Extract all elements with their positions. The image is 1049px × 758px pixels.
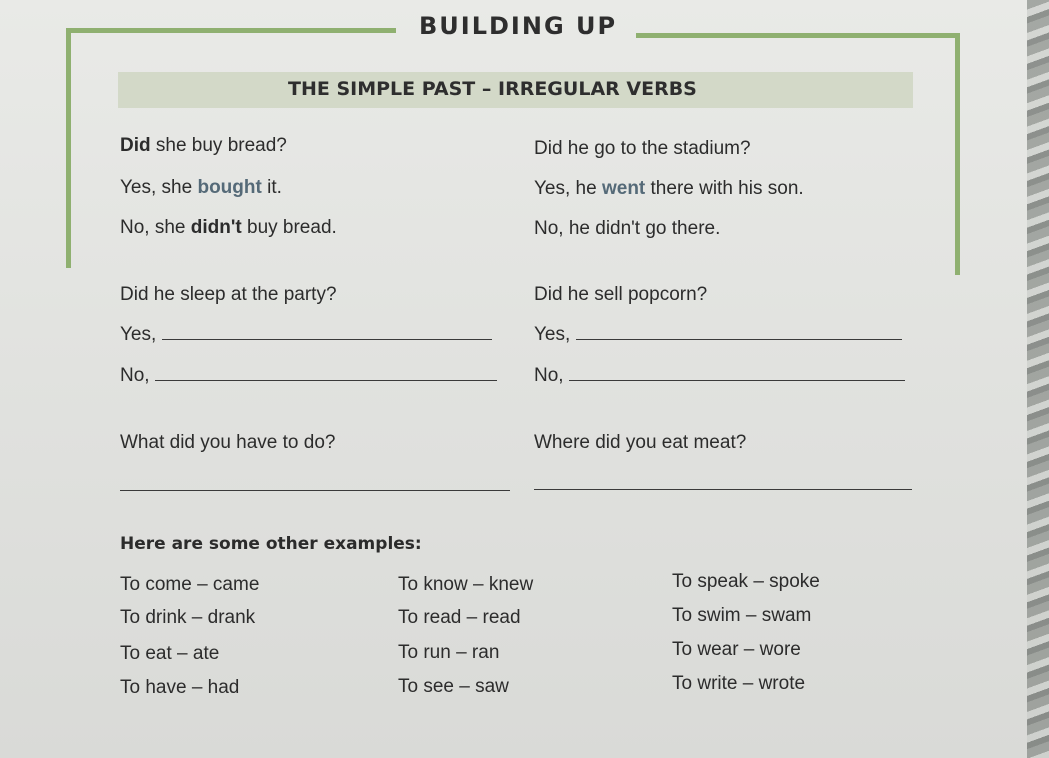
answer-text: No, she (120, 217, 191, 238)
exercise-yes-row-right (534, 324, 902, 346)
answer-text: Yes, she (120, 177, 198, 198)
example-left-no (120, 217, 337, 239)
example-right-no: No, he didn't go there. (534, 218, 721, 239)
exercise-question-4: Where did you eat meat? (534, 432, 747, 453)
highlight-went: went (601, 178, 646, 199)
exercise-question-2: Did he sell popcorn? (534, 284, 708, 305)
question-text: she buy bread? (150, 135, 287, 156)
answer-blank[interactable] (162, 325, 492, 340)
verb-pair: To run – ran (398, 642, 500, 663)
subheading: THE SIMPLE PAST – IRREGULAR VERBS (288, 78, 697, 100)
answer-blank-q3[interactable] (120, 476, 510, 491)
yes-label: Yes, (534, 324, 571, 345)
frame-left-rule (66, 28, 71, 268)
section-heading: BUILDING UP (419, 12, 618, 40)
frame-right-rule (955, 33, 960, 275)
frame-top-right-rule (636, 33, 960, 38)
answer-text-end: it. (261, 177, 282, 198)
example-left-yes (120, 177, 282, 199)
no-label: No, (120, 365, 150, 386)
answer-blank[interactable] (569, 366, 905, 381)
exercise-yes-row-left (120, 324, 492, 346)
exercise-no-row-right (534, 365, 905, 387)
verb-pair: To eat – ate (120, 643, 220, 664)
verb-pair: To write – wrote (672, 673, 806, 694)
answer-text-end: buy bread. (241, 217, 337, 238)
answer-text: Yes, he (534, 178, 602, 199)
yes-label: Yes, (120, 324, 157, 345)
examples-title: Here are some other examples: (120, 534, 422, 554)
verb-pair: To read – read (398, 607, 521, 628)
background-fabric-edge (1027, 0, 1049, 758)
example-right-question: Did he go to the stadium? (534, 138, 751, 159)
exercise-question-3: What did you have to do? (120, 432, 336, 453)
verb-pair: To know – knew (398, 574, 534, 595)
verb-pair: To come – came (120, 574, 260, 595)
answer-blank[interactable] (576, 325, 902, 340)
no-label: No, (534, 365, 564, 386)
emphasis-didnt: didn't (190, 217, 242, 238)
verb-pair: To speak – spoke (672, 571, 820, 592)
exercise-no-row-left (120, 365, 497, 387)
verb-pair: To have – had (120, 677, 240, 698)
verb-pair: To swim – swam (672, 605, 812, 626)
verb-pair: To see – saw (398, 676, 509, 697)
answer-blank[interactable] (155, 366, 497, 381)
answer-text-end: there with his son. (645, 178, 804, 199)
exercise-question-1: Did he sleep at the party? (120, 284, 337, 305)
highlight-bought: bought (197, 177, 262, 198)
example-left-question (120, 135, 287, 157)
verb-pair: To drink – drank (120, 607, 256, 628)
emphasis-did: Did (120, 135, 151, 156)
verb-pair: To wear – wore (672, 639, 801, 660)
frame-top-left-rule (66, 28, 396, 33)
answer-blank-q4[interactable] (534, 475, 912, 490)
example-right-yes (534, 178, 804, 200)
